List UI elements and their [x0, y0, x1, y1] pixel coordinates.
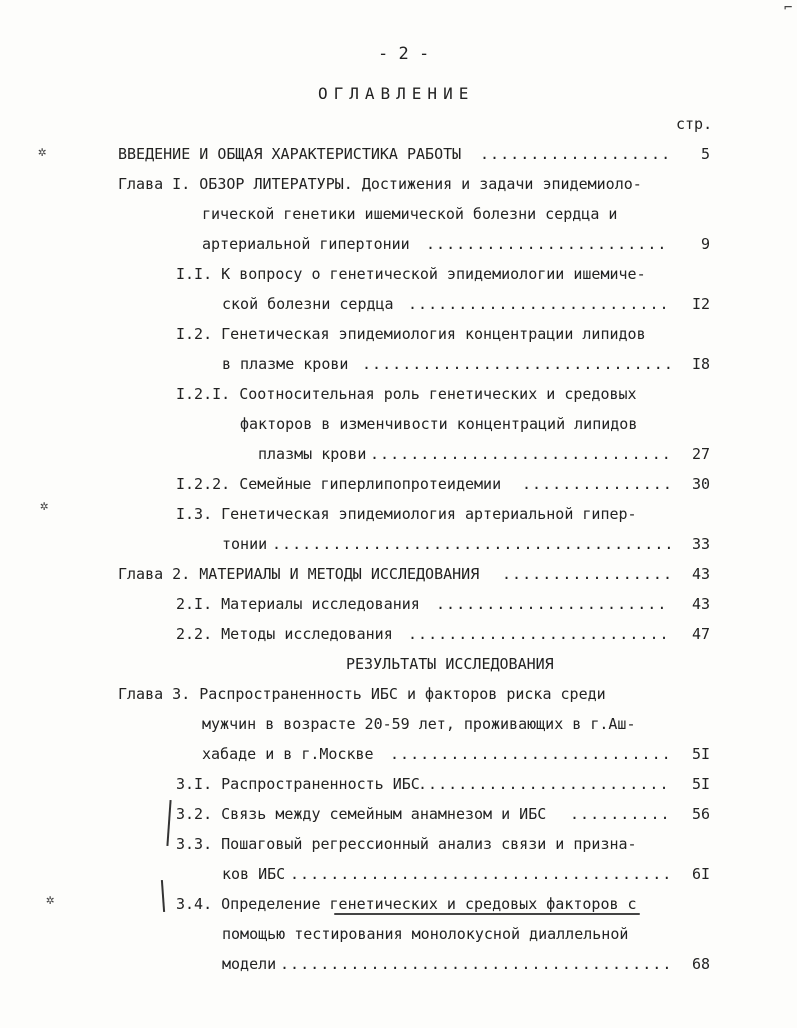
toc-leader-dots: [390, 744, 670, 764]
toc-line: плазмы крови: [258, 445, 367, 463]
toc-line: Глава 3. Распространенность ИБС и факторов риска среди: [118, 685, 606, 703]
corner-mark: ⌐: [784, 0, 793, 16]
toc-page-number: 27: [691, 445, 710, 463]
scan-speck-mark: ✲: [38, 144, 47, 160]
toc-line: I.2.2. Семейные гиперлипопротеидемии: [176, 475, 502, 493]
toc-leader-dots: [290, 864, 670, 884]
toc-page-number: 43: [691, 595, 710, 613]
toc-line: ской болезни сердца: [222, 295, 394, 313]
toc-page-number: 33: [691, 535, 710, 553]
toc-page-number: I2: [691, 295, 710, 313]
toc-page-number: 43: [691, 565, 710, 583]
toc-line: артериальной гипертонии: [202, 235, 410, 253]
toc-leader-dots: [408, 294, 670, 314]
toc-line: Глава I. ОБЗОР ЛИТЕРАТУРЫ. Достижения и задачи эпидемиоло-: [118, 175, 642, 193]
toc-line: 3.2. Связь между семейным анамнезом и ИБС: [176, 805, 547, 823]
scan-speck-mark: ✲: [40, 498, 49, 514]
toc-line: факторов в изменчивости концентраций липидов: [240, 415, 638, 433]
toc-line: помощью тестирования монолокусной диаллельной: [222, 925, 629, 943]
section-heading: РЕЗУЛЬТАТЫ ИССЛЕДОВАНИЯ: [346, 655, 554, 673]
toc-page-number: 47: [691, 625, 710, 643]
scan-speck-mark: ✲: [46, 892, 55, 908]
toc-leader-dots: [436, 594, 670, 614]
page-number: - 2 -: [378, 44, 430, 64]
toc-leader-dots: [272, 534, 670, 554]
toc-page-number: 5: [700, 145, 710, 163]
margin-bracket-mark: [161, 880, 165, 912]
toc-line: 3.3. Пошаговый регрессионный анализ связи и призна-: [176, 835, 637, 853]
toc-leader-dots: [362, 354, 670, 374]
margin-bracket-mark: [166, 800, 171, 846]
toc-leader-dots: [502, 564, 670, 584]
toc-line: 3.4. Определение генетических и средовых факторов с: [176, 895, 637, 913]
toc-leader-dots: [418, 774, 670, 794]
toc-page-number: 56: [691, 805, 710, 823]
toc-line: мужчин в возрасте 20-59 лет, проживающих в г.Аш-: [202, 715, 636, 733]
toc-line: ков ИБС: [222, 865, 286, 883]
toc-page-number: 5I: [691, 745, 710, 763]
toc-leader-dots: [280, 954, 670, 974]
handwritten-underline: [334, 913, 640, 915]
toc-page-number: 68: [691, 955, 710, 973]
toc-line: 2.I. Материалы исследования: [176, 595, 420, 613]
toc-page-number: 6I: [691, 865, 710, 883]
toc-page-number: 5I: [691, 775, 710, 793]
toc-leader-dots: [408, 624, 670, 644]
toc-line: 2.2. Методы исследования: [176, 625, 393, 643]
page-title: ОГЛАВЛЕНИЕ: [318, 84, 475, 103]
toc-line: 3.I. Распространенность ИБС: [176, 775, 420, 793]
toc-line: I.2.I. Соотносительная роль генетических и средовых: [176, 385, 637, 403]
toc-line: I.I. К вопросу о генетической эпидемиологии ишемиче-: [176, 265, 646, 283]
toc-line: модели: [222, 955, 277, 973]
toc-page-number: I8: [691, 355, 710, 373]
toc-page-number: 30: [691, 475, 710, 493]
toc-line: тонии: [222, 535, 268, 553]
toc-leader-dots: [480, 144, 670, 164]
toc-leader-dots: [426, 234, 670, 254]
toc-line: ВВЕДЕНИЕ И ОБЩАЯ ХАРАКТЕРИСТИКА РАБОТЫ: [118, 145, 462, 163]
toc-line: в плазме крови: [222, 355, 349, 373]
page-column-label: стр.: [676, 115, 713, 133]
toc-line: Глава 2. МАТЕРИАЛЫ И МЕТОДЫ ИССЛЕДОВАНИЯ: [118, 565, 480, 583]
toc-leader-dots: [370, 444, 670, 464]
toc-page-number: 9: [700, 235, 710, 253]
toc-line: хабаде и в г.Москве: [202, 745, 374, 763]
toc-leader-dots: [522, 474, 670, 494]
toc-line: гической генетики ишемической болезни сердца и: [202, 205, 618, 223]
toc-line: I.3. Генетическая эпидемиология артериальной гипер-: [176, 505, 637, 523]
toc-line: I.2. Генетическая эпидемиология концентрации липидов: [176, 325, 646, 343]
